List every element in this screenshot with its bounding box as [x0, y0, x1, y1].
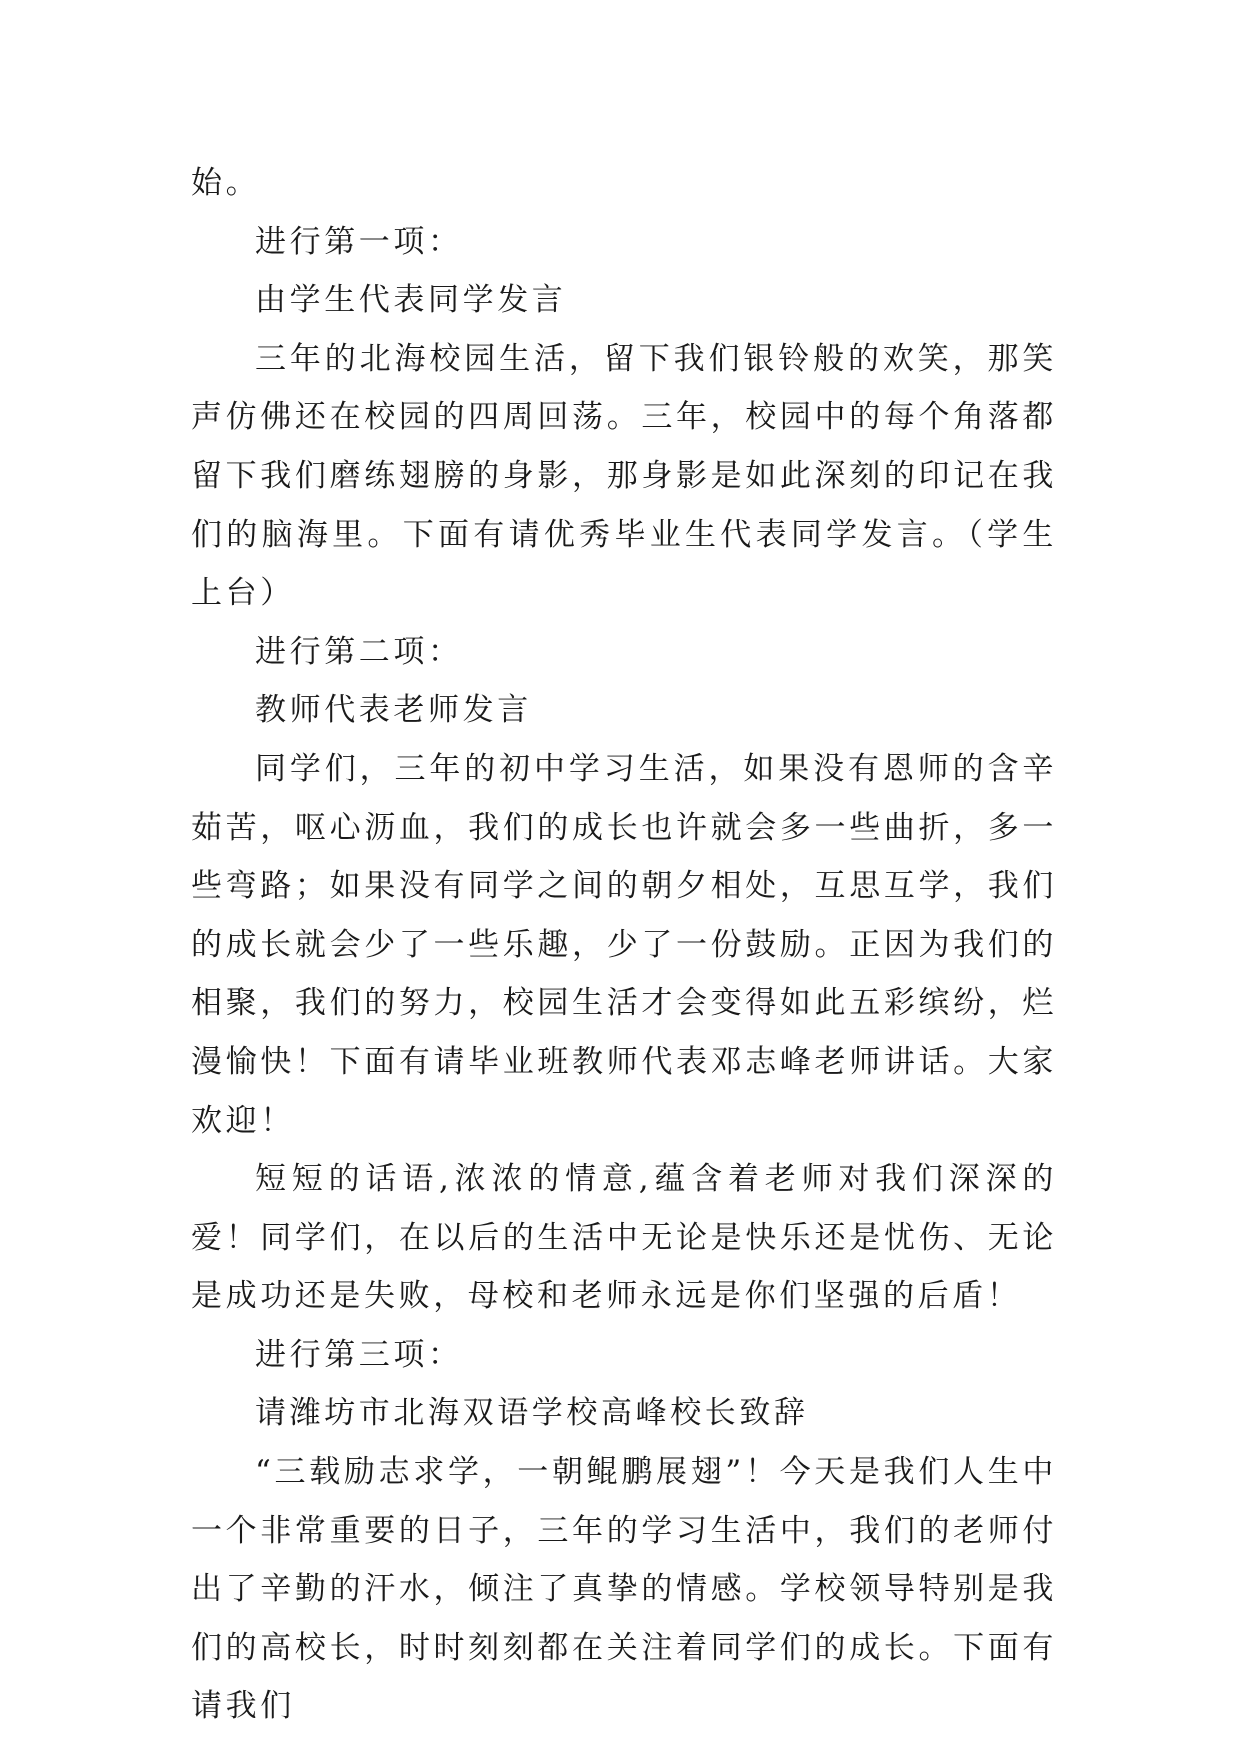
paragraph-continuation: 始。: [191, 165, 261, 201]
agenda-item-3-title: 请潍坊市北海双语学校高峰校长致辞: [255, 1395, 809, 1432]
agenda-item-1-title: 由学生代表同学发言: [255, 282, 567, 319]
teacher-speech-intro: 同学们，三年的初中学习生活，如果没有恩师的含辛茹苦，呕心沥血，我们的成长也许就会多一些曲折，多一些弯路；如果没有同学之间的朝夕相处，互思互学，我们的成长就会少了一些乐趣，少了一份鼓励。正因为我们的相聚，我们的努力，校园生活才会变得如此五彩缤纷，烂漫愉快！下面有请毕业班教师代表邓志峰老师讲话。大家欢迎！: [191, 750, 1057, 1139]
teacher-speech-closing: 短短的话语,浓浓的情意,蕴含着老师对我们深深的爱！同学们，在以后的生活中无论是快乐还是忧伤、无论是成功还是失败，母校和老师永远是你们坚强的后盾！: [191, 1161, 1057, 1315]
agenda-item-1-heading: 进行第一项：: [255, 223, 463, 260]
student-speech-intro: 三年的北海校园生活，留下我们银铃般的欢笑，那笑声仿佛还在校园的四周回荡。三年，校园中的每个角落都留下我们磨练翅膀的身影，那身影是如此深刻的印记在我们的脑海里。下面有请优秀毕业生代表同学发言。（学生上台）: [191, 340, 1057, 612]
principal-speech-intro: “三载励志求学，一朝鲲鹏展翅”！今天是我们人生中一个非常重要的日子，三年的学习生活中，我们的老师付出了辛勤的汗水，倾注了真挚的情感。学校领导特别是我们的高校长，时时刻刻都在关注着同学们的成长。下面有请我们: [191, 1454, 1057, 1725]
agenda-item-2-title: 教师代表老师发言: [255, 692, 532, 729]
agenda-item-3-heading: 进行第三项：: [255, 1336, 463, 1373]
document-body: [191, 154, 1057, 1736]
agenda-item-2-heading: 进行第二项：: [255, 633, 463, 670]
